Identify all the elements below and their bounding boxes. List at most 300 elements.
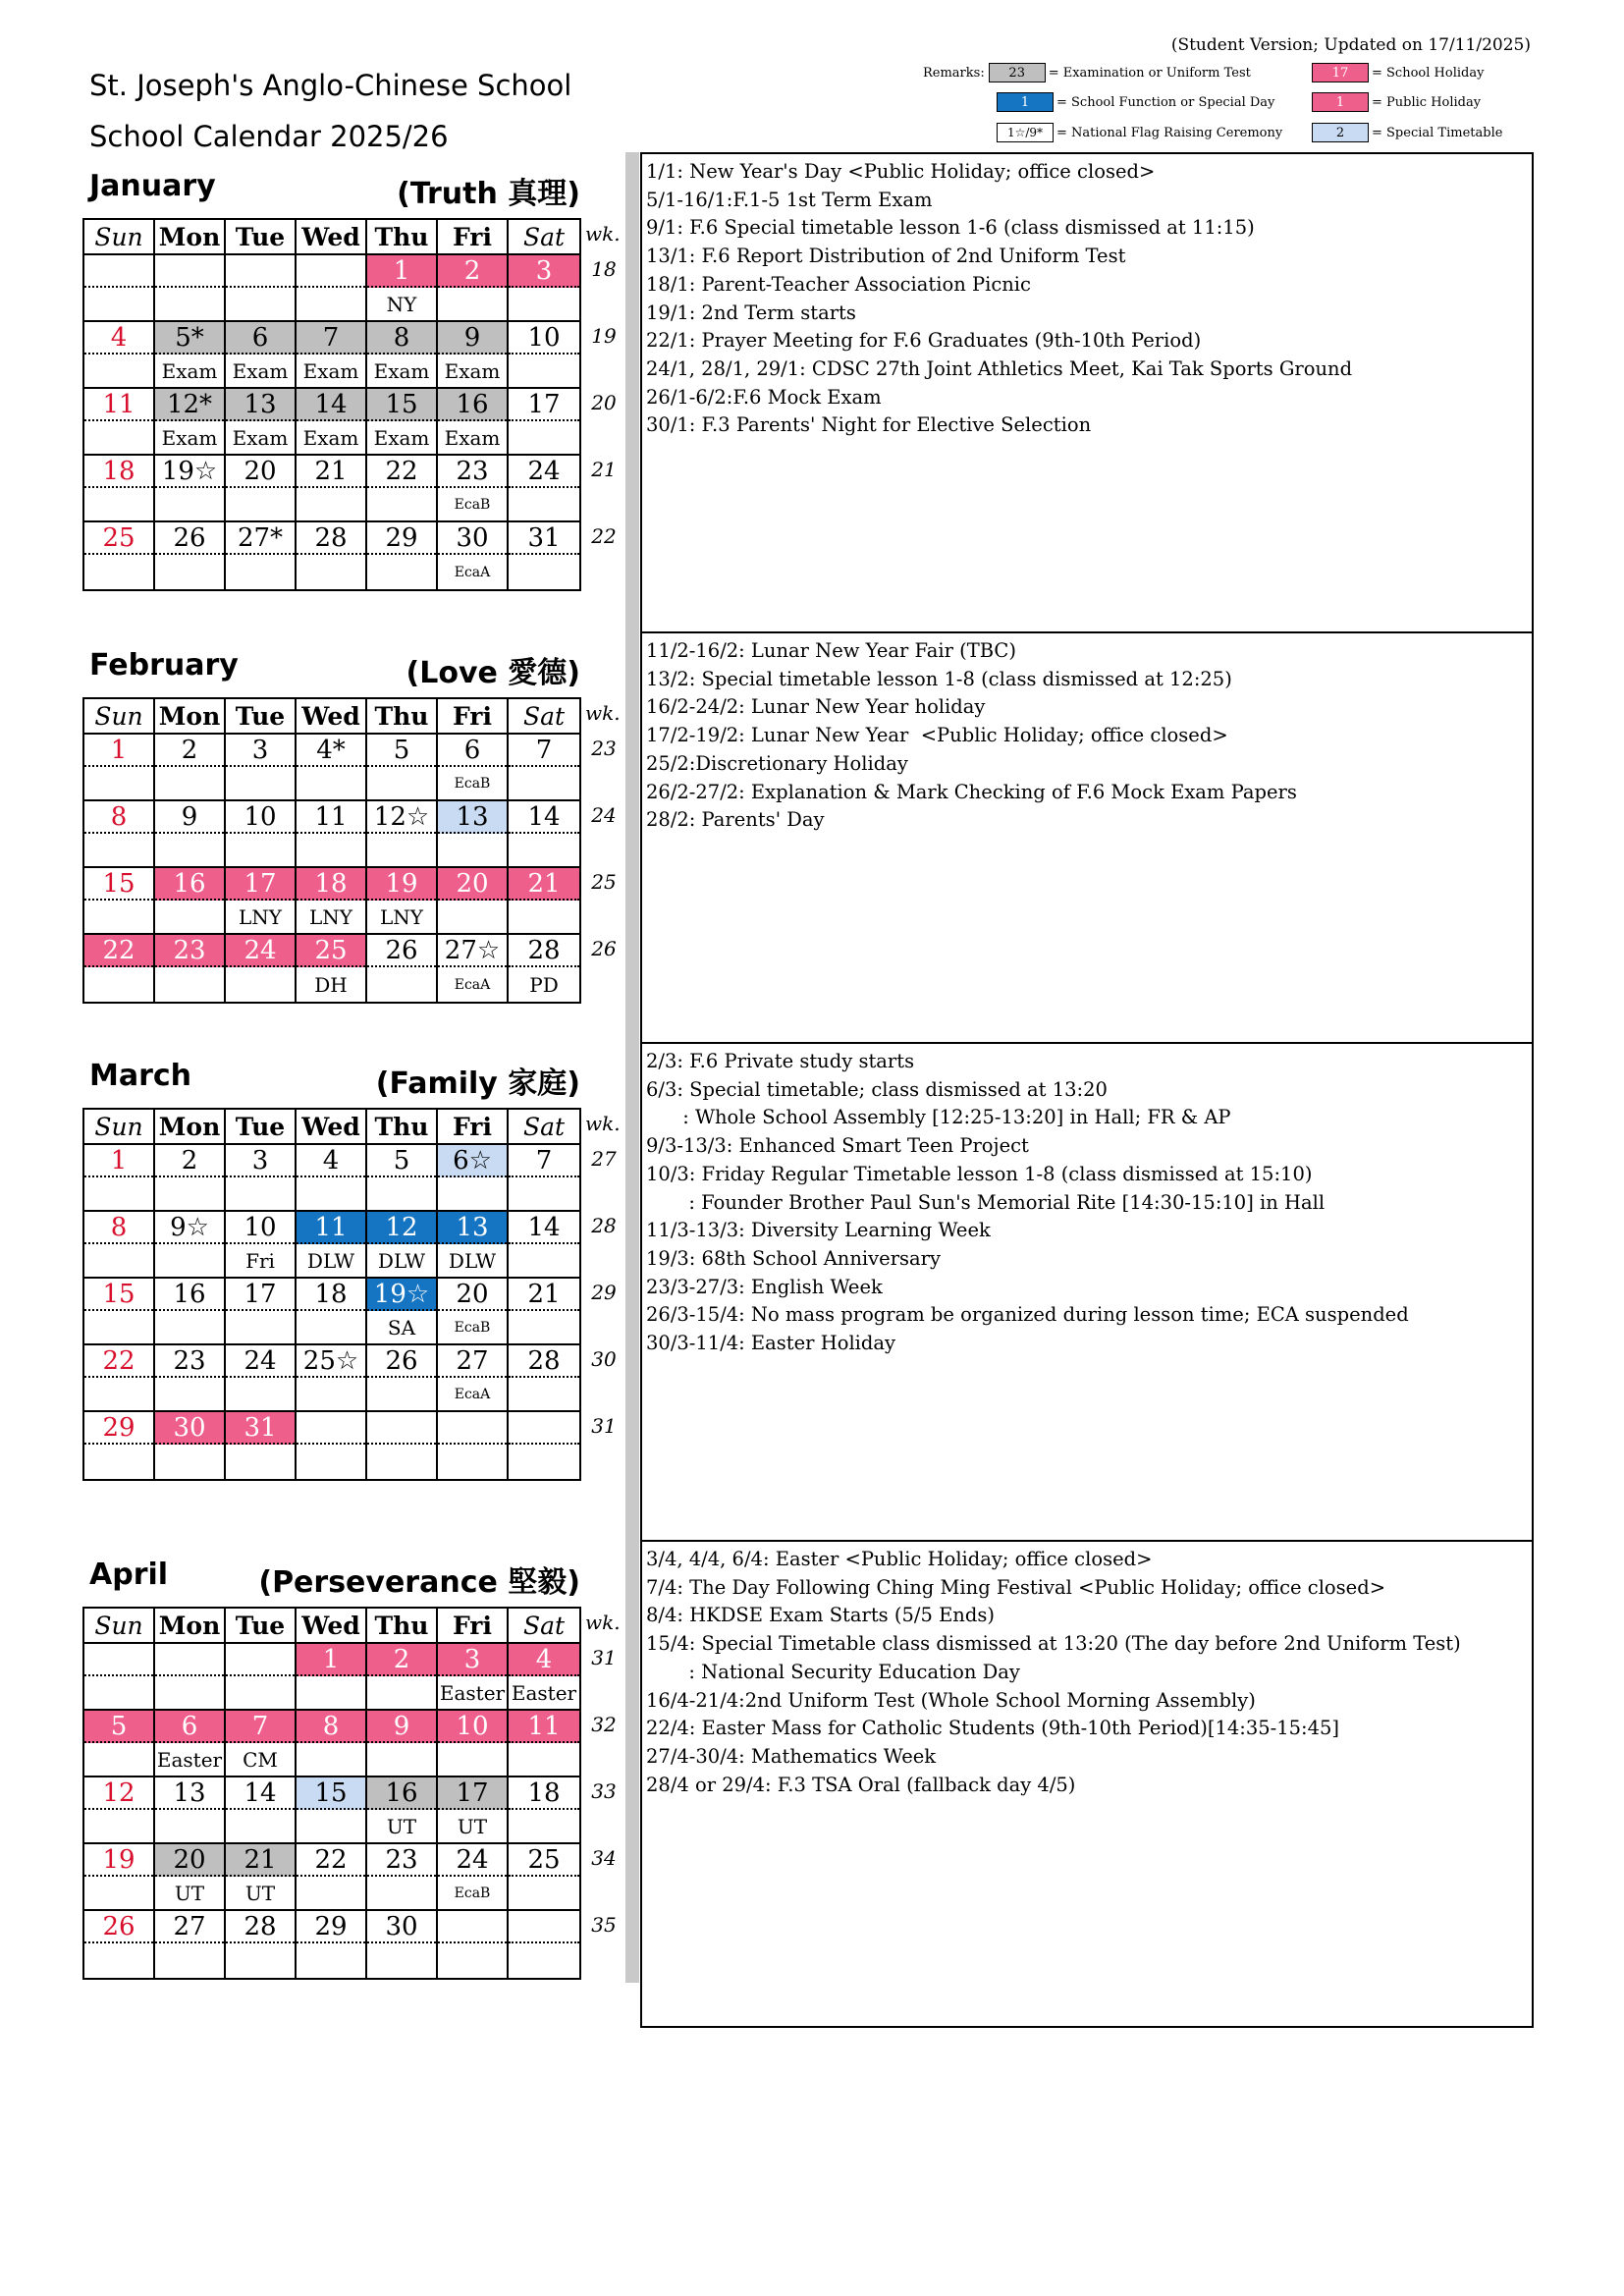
day-cell (438, 1711, 509, 1776)
day-label (226, 288, 295, 320)
day-label: SA (387, 1315, 416, 1339)
day-number: 27☆ (438, 935, 507, 967)
day-cell (438, 801, 509, 866)
week-row (84, 868, 579, 935)
day-label (226, 1943, 295, 1978)
day-number: 29 (297, 1911, 365, 1943)
note-line: 9/1: F.6 Special timetable lesson 1-6 (class dismissed at 11:15) (646, 216, 1255, 240)
notes-block-1 (642, 633, 1532, 1044)
day-number: 25 (509, 1844, 579, 1877)
day-label: Fri (245, 1248, 275, 1273)
day-number: 25 (84, 522, 153, 555)
week-row (84, 1345, 579, 1412)
day-cell (226, 801, 297, 866)
day-cell (367, 1279, 438, 1343)
day-cell (438, 1844, 509, 1909)
week-number: 33 (591, 1779, 617, 1803)
day-label (84, 1810, 153, 1842)
day-label (155, 834, 224, 866)
day-label (155, 555, 224, 589)
day-cell (438, 935, 509, 1002)
day-number: 30 (155, 1412, 224, 1445)
day-cell (509, 735, 579, 799)
day-number (84, 255, 153, 288)
day-cell (84, 1644, 155, 1709)
day-cell (297, 389, 367, 454)
day-label (84, 1445, 153, 1479)
weekday-header: Sun (84, 1609, 155, 1642)
day-cell (438, 522, 509, 589)
day-cell (367, 1777, 438, 1842)
note-line: 2/3: F.6 Private study starts (646, 1050, 915, 1072)
day-number: 11 (84, 389, 153, 421)
day-cell (297, 1212, 367, 1277)
month-name: March (89, 1059, 192, 1093)
weekday-header: Mon (155, 1110, 226, 1143)
day-number: 1 (297, 1644, 365, 1676)
weekday-header: Mon (155, 1609, 226, 1642)
day-label (297, 767, 365, 799)
day-cell (438, 1145, 509, 1210)
note-line: 30/3-11/4: Easter Holiday (646, 1332, 896, 1355)
day-label (509, 1877, 579, 1909)
day-number: 26 (367, 935, 436, 967)
day-label: DLW (448, 1248, 497, 1273)
day-cell (226, 935, 297, 1002)
day-cell (438, 1212, 509, 1277)
day-label (367, 1676, 436, 1709)
day-cell (367, 935, 438, 1002)
day-label (438, 288, 507, 320)
day-label: UT (244, 1881, 276, 1905)
day-cell (84, 1711, 155, 1776)
day-cell (509, 1777, 579, 1842)
note-line: 8/4: HKDSE Exam Starts (5/5 Ends) (646, 1604, 995, 1627)
day-number: 14 (297, 389, 365, 421)
day-cell (155, 522, 226, 589)
day-label: NY (386, 292, 417, 316)
day-cell (367, 1145, 438, 1210)
day-number: 18 (84, 456, 153, 488)
day-cell (438, 1644, 509, 1709)
note-line: : Whole School Assembly [12:25-13:20] in Hall; FR & AP (646, 1106, 1231, 1129)
day-cell (226, 522, 297, 589)
weekday-header-row (84, 220, 579, 255)
day-label (438, 1177, 507, 1210)
week-number: 24 (591, 803, 617, 827)
week-number: 34 (591, 1846, 617, 1870)
day-label (367, 555, 436, 589)
note-line: : Founder Brother Paul Sun's Memorial Rite [14:30-15:10] in Hall (646, 1190, 1326, 1214)
weekday-header: Tue (226, 1110, 297, 1143)
day-cell (155, 935, 226, 1002)
day-label (226, 1378, 295, 1410)
day-number: 17 (226, 868, 295, 901)
day-label: Exam (161, 358, 218, 383)
day-number (297, 1412, 365, 1445)
day-cell (84, 1345, 155, 1410)
day-number: 8 (84, 801, 153, 834)
note-line: 16/4-21/4:2nd Uniform Test (Whole School Morning Assembly) (646, 1688, 1256, 1712)
day-label (84, 555, 153, 589)
day-label (438, 1445, 507, 1479)
day-cell (84, 1777, 155, 1842)
day-number: 15 (84, 868, 153, 901)
day-label (438, 901, 507, 933)
note-line: 15/4: Special Timetable class dismissed at 13:20 (The day before 2nd Uniform Test) (646, 1632, 1461, 1656)
day-label (297, 1311, 365, 1343)
notes-block-2 (642, 1044, 1532, 1542)
note-line: 24/1, 28/1, 29/1: CDSC 27th Joint Athletics Meet, Kai Tak Sports Ground (646, 356, 1353, 380)
day-label (509, 1743, 579, 1776)
day-number: 10 (226, 801, 295, 834)
day-number: 11 (297, 801, 365, 834)
day-number: 28 (226, 1911, 295, 1943)
week-number: 25 (591, 870, 617, 894)
day-cell (297, 1412, 367, 1479)
day-cell (84, 522, 155, 589)
weekday-header-row (84, 1110, 579, 1145)
day-label (155, 1244, 224, 1277)
day-cell (438, 1777, 509, 1842)
note-line: : National Security Education Day (646, 1660, 1020, 1683)
day-cell (84, 322, 155, 387)
day-number: 16 (155, 1279, 224, 1311)
day-cell (509, 322, 579, 387)
day-label: LNY (380, 904, 423, 929)
day-cell (509, 1412, 579, 1479)
legend-flag (997, 122, 1282, 143)
day-cell (155, 801, 226, 866)
day-cell (226, 1412, 297, 1479)
day-cell (438, 1345, 509, 1410)
day-cell (226, 735, 297, 799)
weekday-header-row (84, 699, 579, 735)
weekday-header: Wed (297, 699, 367, 733)
day-cell (226, 1644, 297, 1709)
day-cell (297, 1345, 367, 1410)
weekday-header: Sat (522, 701, 566, 731)
day-cell (509, 1345, 579, 1410)
note-line: 6/3: Special timetable; class dismissed at 13:20 (646, 1077, 1108, 1101)
note-line: 11/2-16/2: Lunar New Year Fair (TBC) (646, 639, 1016, 662)
week-row (84, 735, 579, 801)
day-cell (367, 735, 438, 799)
day-number: 23 (155, 935, 224, 967)
month-name: April (89, 1558, 169, 1592)
day-cell (367, 1911, 438, 1978)
day-number: 2 (155, 1145, 224, 1177)
day-number: 19☆ (367, 1279, 436, 1311)
day-label: Easter (439, 1680, 506, 1705)
legend-public-holiday-label: = Public Holiday (1372, 94, 1482, 110)
day-cell (84, 255, 155, 320)
legend-public-holiday-swatch: 1 (1312, 92, 1369, 112)
week-number: 21 (591, 458, 617, 481)
day-cell (226, 1711, 297, 1776)
day-number: 10 (438, 1711, 507, 1743)
legend-flag-label: = National Flag Raising Ceremony (1056, 125, 1283, 140)
day-cell (155, 389, 226, 454)
day-number: 8 (297, 1711, 365, 1743)
day-label (297, 1877, 365, 1909)
legend-flag-swatch: 1☆/9* (997, 123, 1054, 142)
legend-school-holiday-label: = School Holiday (1372, 65, 1485, 81)
day-cell (509, 1145, 579, 1210)
day-cell (509, 801, 579, 866)
day-cell (155, 868, 226, 933)
day-number: 24 (509, 456, 579, 488)
weekday-header: Sun (84, 220, 155, 253)
day-label (84, 1676, 153, 1709)
day-number: 20 (155, 1844, 224, 1877)
day-label (84, 901, 153, 933)
week-number: 18 (591, 257, 617, 281)
day-number: 27 (155, 1911, 224, 1943)
day-number: 11 (297, 1212, 365, 1244)
day-label: EcaA (454, 1386, 491, 1402)
day-number (297, 255, 365, 288)
day-cell (509, 1911, 579, 1978)
day-number: 20 (438, 1279, 507, 1311)
day-label (155, 1676, 224, 1709)
legend-remarks-row (923, 62, 1251, 83)
day-label (84, 1244, 153, 1277)
day-cell (84, 935, 155, 1002)
day-label (509, 555, 579, 589)
day-cell (367, 1345, 438, 1410)
day-cell (438, 1911, 509, 1978)
notes-block-0 (642, 154, 1532, 633)
day-number: 1 (367, 255, 436, 288)
day-number: 16 (438, 389, 507, 421)
note-line: 28/2: Parents' Day (646, 808, 825, 832)
day-number: 1 (84, 735, 153, 767)
day-label (297, 1378, 365, 1410)
day-cell (84, 1412, 155, 1479)
weekday-header: Tue (226, 1609, 297, 1642)
notes-block-3 (642, 1542, 1532, 2028)
day-number: 7 (509, 1145, 579, 1177)
day-label (509, 767, 579, 799)
day-cell (367, 1412, 438, 1479)
note-line: 22/1: Prayer Meeting for F.6 Graduates (9th-10th Period) (646, 329, 1202, 353)
legend-function-swatch: 1 (997, 92, 1054, 112)
weekday-header: Thu (367, 699, 438, 733)
day-cell (84, 868, 155, 933)
day-number: 4 (509, 1644, 579, 1676)
week-number: 23 (591, 737, 617, 760)
day-number: 28 (509, 1345, 579, 1378)
day-number: 2 (438, 255, 507, 288)
day-number: 12* (155, 389, 224, 421)
day-number: 13 (155, 1777, 224, 1810)
day-number: 6☆ (438, 1145, 507, 1177)
day-label: LNY (309, 904, 352, 929)
month-header-1 (89, 648, 580, 690)
day-cell (509, 389, 579, 454)
legend-function (997, 91, 1274, 113)
day-number (84, 1644, 153, 1676)
day-label (84, 355, 153, 387)
day-cell (367, 1844, 438, 1909)
day-cell (297, 1145, 367, 1210)
day-label (84, 1378, 153, 1410)
day-label (84, 767, 153, 799)
day-label (155, 1810, 224, 1842)
day-cell (297, 801, 367, 866)
weekday-header: Tue (226, 699, 297, 733)
day-label (297, 834, 365, 866)
note-line: 11/3-13/3: Diversity Learning Week (646, 1219, 991, 1242)
day-cell (155, 1212, 226, 1277)
week-row (84, 1412, 579, 1479)
day-label (509, 1177, 579, 1210)
day-cell (155, 1711, 226, 1776)
day-number: 18 (297, 1279, 365, 1311)
day-number: 14 (509, 801, 579, 834)
day-number: 27* (226, 522, 295, 555)
weekday-header-row (84, 1609, 579, 1644)
day-label (509, 355, 579, 387)
day-label: DLW (377, 1248, 426, 1273)
version-note: (Student Version; Updated on 17/11/2025) (1170, 35, 1531, 55)
day-cell (226, 868, 297, 933)
day-number: 21 (509, 1279, 579, 1311)
notes-panel (640, 152, 1534, 2028)
note-line: 28/4 or 29/4: F.3 TSA Oral (fallback day 4/5) (646, 1773, 1076, 1796)
day-number: 3 (226, 1145, 295, 1177)
week-row (84, 1711, 579, 1777)
note-line: 19/1: 2nd Term starts (646, 301, 856, 324)
day-number: 23 (155, 1345, 224, 1378)
day-number: 19 (367, 868, 436, 901)
day-number: 20 (438, 868, 507, 901)
legend-special-label: = Special Timetable (1372, 125, 1503, 140)
day-label: Exam (302, 425, 359, 450)
day-label (226, 1676, 295, 1709)
page-title: School Calendar 2025/26 (89, 120, 449, 153)
day-cell (84, 801, 155, 866)
day-number: 12 (84, 1777, 153, 1810)
day-number: 19 (84, 1844, 153, 1877)
day-number: 5 (84, 1711, 153, 1743)
day-cell (367, 389, 438, 454)
day-label (84, 1743, 153, 1776)
day-cell (367, 522, 438, 589)
month-value: (Family 家庭) (375, 1066, 580, 1101)
day-label (155, 1177, 224, 1210)
day-cell (438, 389, 509, 454)
day-number: 4* (297, 735, 365, 767)
day-label (509, 488, 579, 520)
day-number: 22 (367, 456, 436, 488)
weekday-header: Thu (367, 1110, 438, 1143)
month-header-0 (89, 169, 580, 211)
day-label (367, 1378, 436, 1410)
day-number: 22 (297, 1844, 365, 1877)
day-label (155, 767, 224, 799)
day-cell (155, 735, 226, 799)
day-number: 30 (438, 522, 507, 555)
day-label: Easter (511, 1680, 577, 1705)
day-cell (226, 322, 297, 387)
day-label: Exam (161, 425, 218, 450)
day-number: 24 (226, 935, 295, 967)
month-value: (Love 愛德) (406, 656, 580, 690)
note-line: 13/1: F.6 Report Distribution of 2nd Uniform Test (646, 245, 1126, 268)
month-grid-2 (82, 1108, 581, 1481)
day-number: 26 (84, 1911, 153, 1943)
day-label: EcaB (454, 775, 491, 792)
day-cell (155, 1777, 226, 1842)
week-row (84, 801, 579, 868)
note-line: 7/4: The Day Following Ching Ming Festival <Public Holiday; office closed> (646, 1575, 1386, 1599)
day-cell (297, 735, 367, 799)
day-cell (226, 389, 297, 454)
day-cell (155, 255, 226, 320)
legend-exam-label: = Examination or Uniform Test (1048, 65, 1251, 81)
note-line: 9/3-13/3: Enhanced Smart Teen Project (646, 1134, 1029, 1158)
weekday-header: Sun (84, 1110, 155, 1143)
day-label (226, 1445, 295, 1479)
day-label (297, 1177, 365, 1210)
day-cell (509, 1212, 579, 1277)
day-label (297, 288, 365, 320)
day-cell (226, 456, 297, 520)
day-label (297, 555, 365, 589)
day-cell (155, 1145, 226, 1210)
day-cell (438, 1279, 509, 1343)
day-label: Easter (156, 1747, 223, 1772)
day-cell (84, 389, 155, 454)
day-number: 18 (297, 868, 365, 901)
day-number: 13 (438, 801, 507, 834)
day-label: DLW (306, 1248, 355, 1273)
day-cell (438, 735, 509, 799)
day-label (367, 767, 436, 799)
day-label (509, 834, 579, 866)
day-number (438, 1412, 507, 1445)
day-label (509, 1445, 579, 1479)
day-label (509, 901, 579, 933)
day-cell (509, 522, 579, 589)
note-line: 30/1: F.3 Parents' Night for Elective Selection (646, 413, 1092, 437)
day-label: PD (529, 972, 559, 997)
weekday-header: Fri (438, 220, 509, 253)
note-line: 18/1: Parent-Teacher Association Picnic (646, 272, 1031, 296)
note-line: 23/3-27/3: English Week (646, 1275, 883, 1298)
day-cell (155, 1412, 226, 1479)
day-cell (367, 322, 438, 387)
day-number: 31 (226, 1412, 295, 1445)
day-label: LNY (239, 904, 282, 929)
day-cell (509, 1711, 579, 1776)
day-cell (84, 1279, 155, 1343)
month-value: (Truth 真理) (397, 177, 580, 211)
weekday-header: Tue (226, 220, 297, 253)
day-cell (155, 1844, 226, 1909)
day-label (84, 1877, 153, 1909)
week-row (84, 1844, 579, 1911)
day-label (509, 421, 579, 454)
day-number: 24 (438, 1844, 507, 1877)
day-label: Exam (232, 358, 289, 383)
day-label (297, 1743, 365, 1776)
day-label (84, 834, 153, 866)
day-number: 17 (509, 389, 579, 421)
day-number: 28 (297, 522, 365, 555)
